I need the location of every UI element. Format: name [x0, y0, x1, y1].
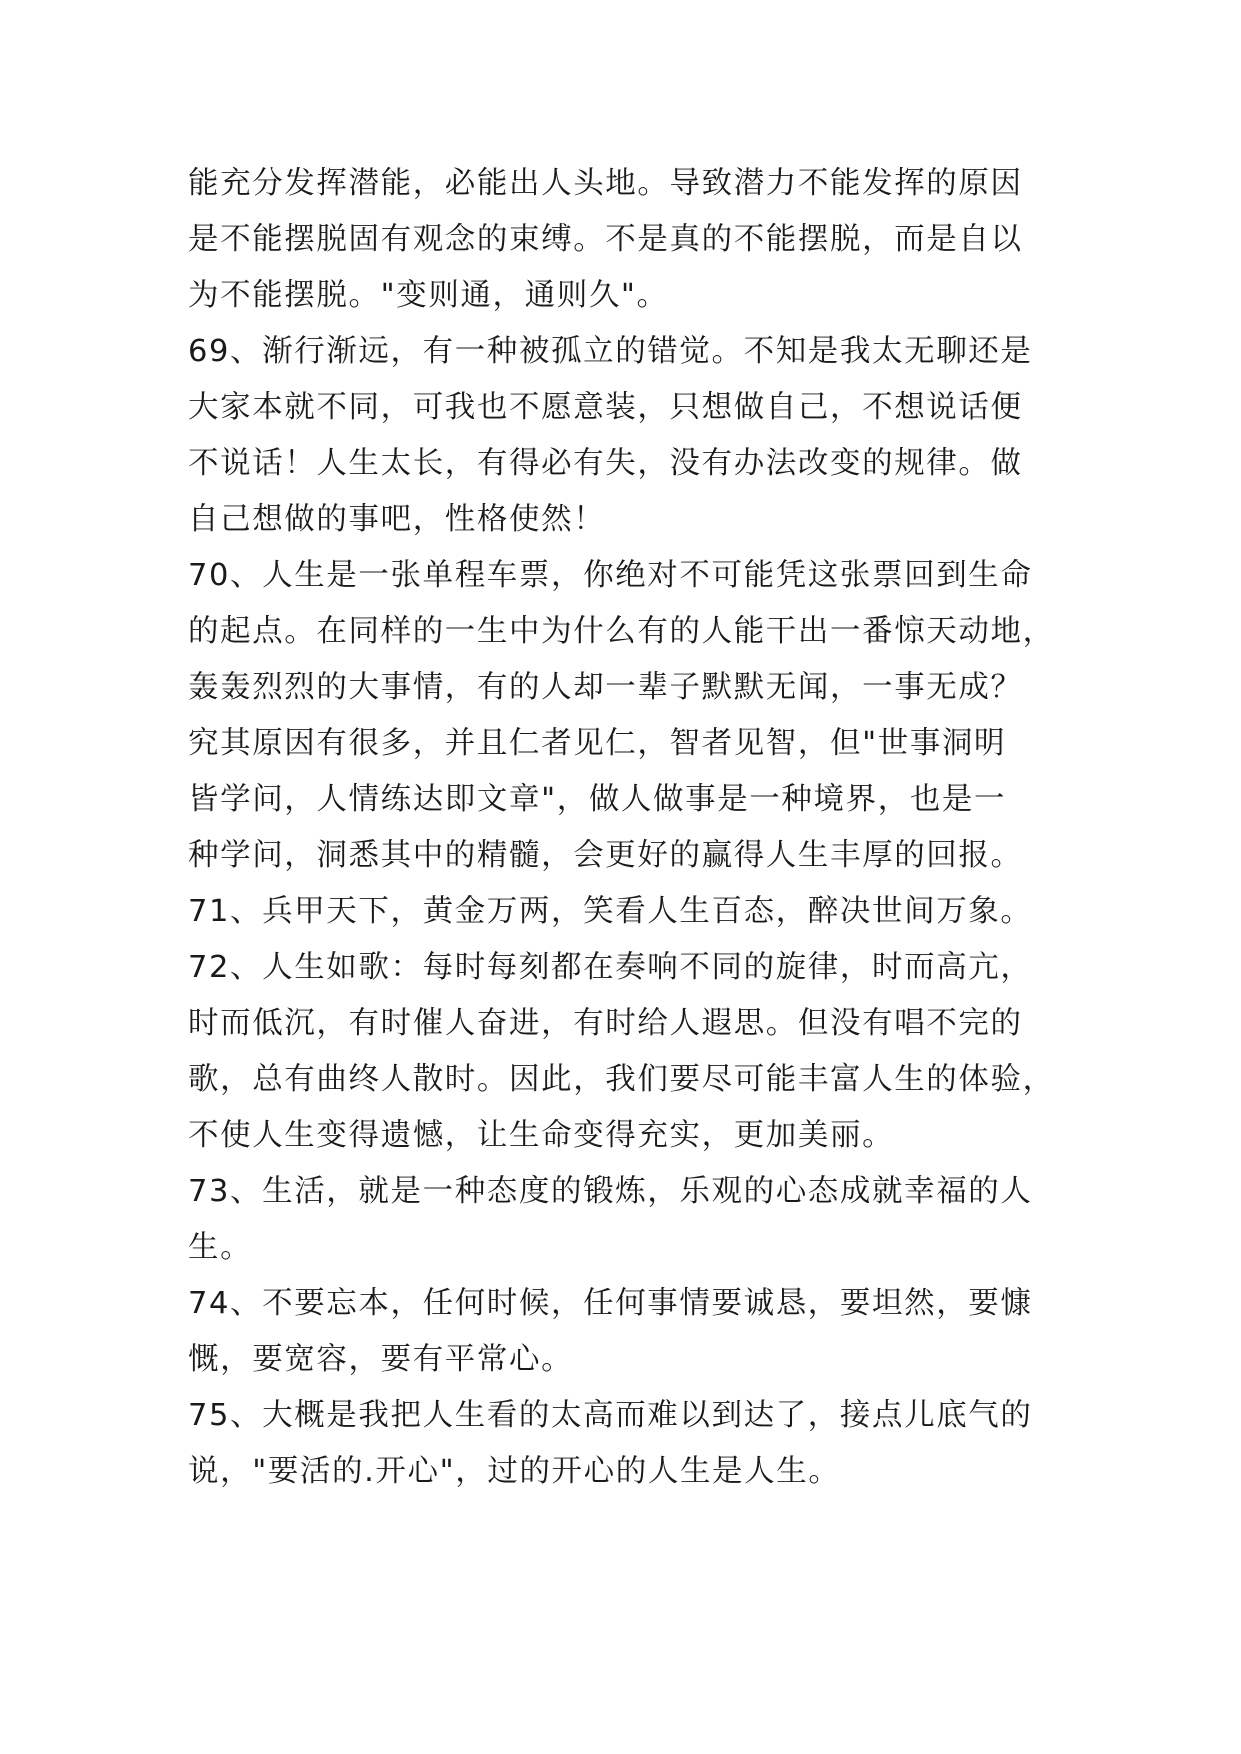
text-line: 70、人生是一张单程车票，你绝对不可能凭这张票回到生命 — [188, 558, 1033, 593]
text-line: 说，"要活的.开心"，过的开心的人生是人生。 — [188, 1454, 841, 1489]
text-line: 大家本就不同，可我也不愿意装，只想做自己，不想说话便 — [188, 390, 1023, 425]
text-line: 72、人生如歌：每时每刻都在奏响不同的旋律，时而高亢， — [188, 950, 1033, 985]
text-line: 69、渐行渐远，有一种被孤立的错觉。不知是我太无聊还是 — [188, 334, 1033, 369]
text-line: 种学问，洞悉其中的精髓，会更好的赢得人生丰厚的回报。 — [188, 838, 1023, 873]
text-line: 不使人生变得遗憾，让生命变得充实，更加美丽。 — [188, 1118, 895, 1153]
text-line: 自己想做的事吧，性格使然！ — [188, 502, 606, 537]
text-line: 歌，总有曲终人散时。因此，我们要尽可能丰富人生的体验， — [188, 1062, 1055, 1097]
text-line: 能充分发挥潜能，必能出人头地。导致潜力不能发挥的原因 — [188, 166, 1023, 201]
text-line: 慨，要宽容，要有平常心。 — [188, 1342, 574, 1377]
text-line: 皆学问，人情练达即文章"，做人做事是一种境界，也是一 — [188, 782, 1007, 817]
text-line: 生。 — [188, 1230, 253, 1265]
document-body — [188, 156, 1068, 1500]
text-line: 74、不要忘本，任何时候，任何事情要诚恳，要坦然，要慷 — [188, 1286, 1033, 1321]
text-line: 73、生活，就是一种态度的锻炼，乐观的心态成就幸福的人 — [188, 1174, 1033, 1209]
text-line: 75、大概是我把人生看的太高而难以到达了，接点儿底气的 — [188, 1398, 1033, 1433]
text-line: 轰轰烈烈的大事情，有的人却一辈子默默无闻，一事无成？ — [188, 670, 1023, 705]
text-line: 的起点。在同样的一生中为什么有的人能干出一番惊天动地， — [188, 614, 1055, 649]
text-line: 究其原因有很多，并且仁者见仁，智者见智，但"世事洞明 — [188, 726, 1007, 761]
text-line: 是不能摆脱固有观念的束缚。不是真的不能摆脱，而是自以 — [188, 222, 1023, 257]
text-line: 不说话！人生太长，有得必有失，没有办法改变的规律。做 — [188, 446, 1023, 481]
text-line: 时而低沉，有时催人奋进，有时给人遐思。但没有唱不完的 — [188, 1006, 1023, 1041]
text-line: 为不能摆脱。"变则通，通则久"。 — [188, 278, 669, 313]
text-line: 71、兵甲天下，黄金万两，笑看人生百态，醉决世间万象。 — [188, 894, 1033, 929]
